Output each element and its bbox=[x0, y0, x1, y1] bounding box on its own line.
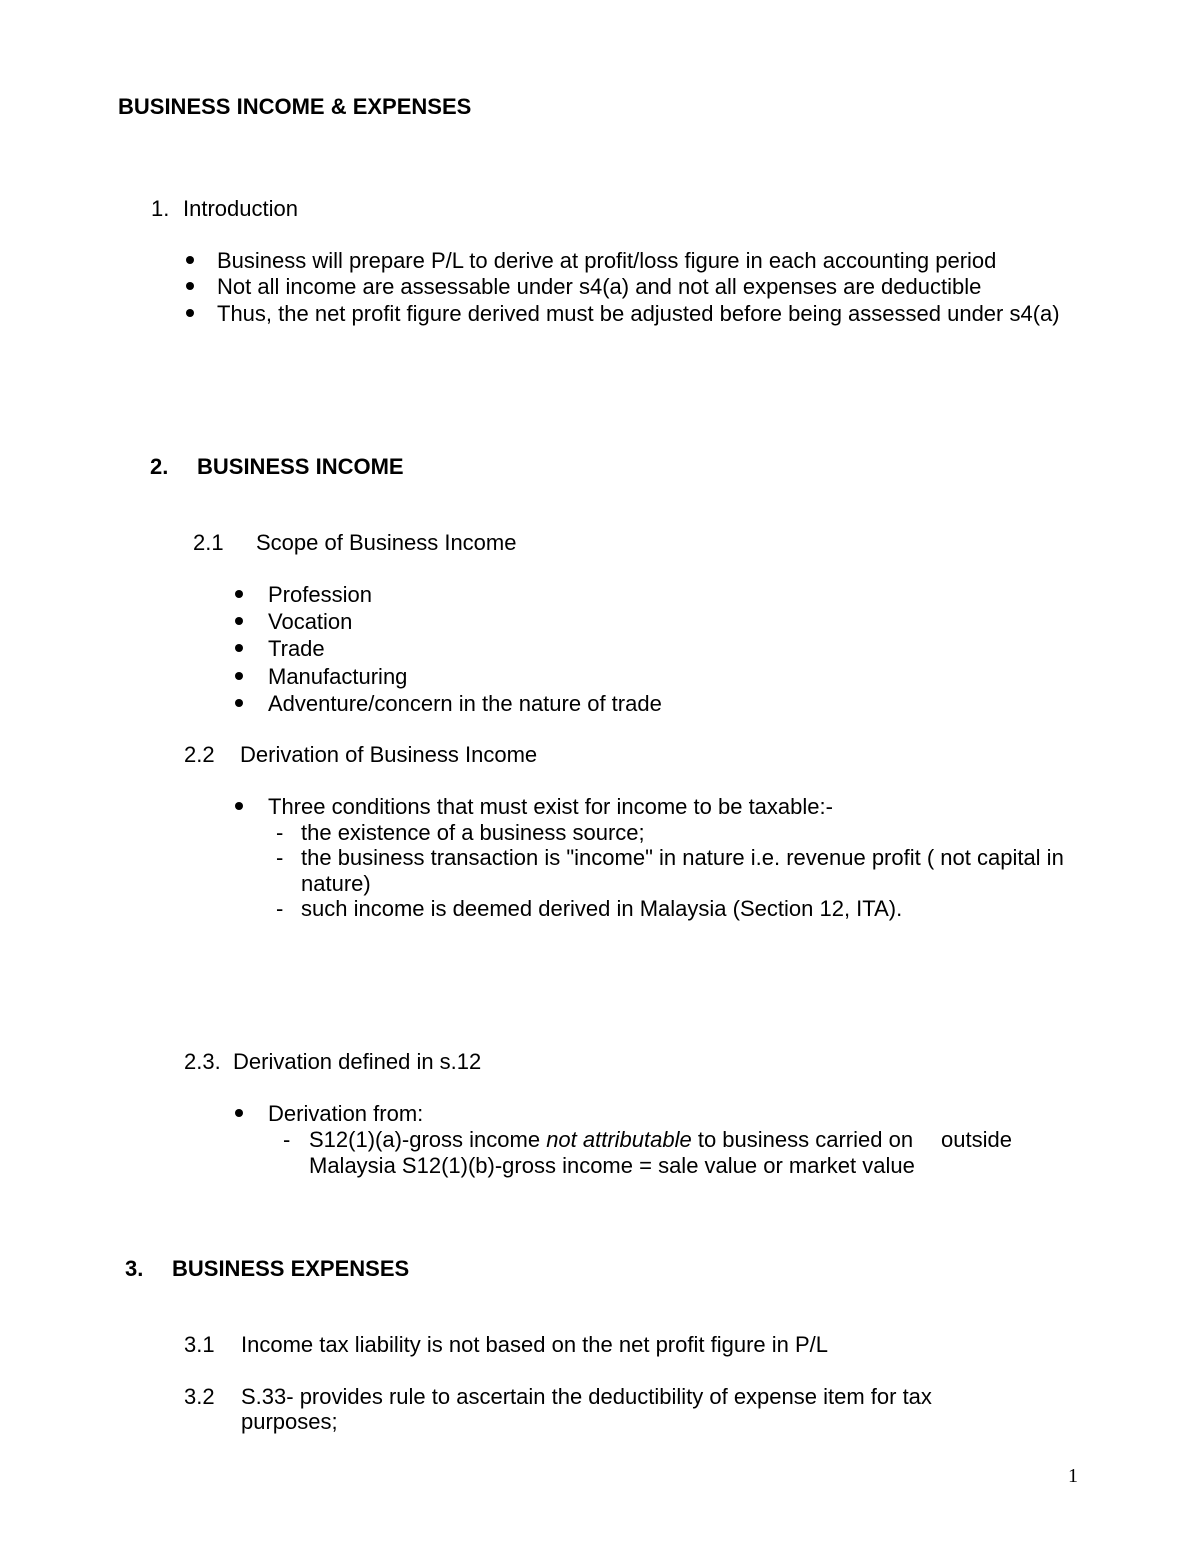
derivation-line-1-c: outside bbox=[941, 1127, 1012, 1152]
derivation-line-1 bbox=[309, 1127, 913, 1153]
section-3-heading: BUSINESS EXPENSES bbox=[172, 1256, 410, 1281]
intro-bullet-3: Thus, the net profit figure derived must be adjusted before being assessed under s4(a) bbox=[217, 301, 1060, 326]
condition-3: such income is deemed derived in Malaysia (Section 12, ITA). bbox=[301, 896, 903, 921]
derivation-line-1-italic: not attributable bbox=[546, 1127, 692, 1152]
bullet-icon bbox=[186, 309, 194, 317]
bullet-icon bbox=[235, 644, 243, 652]
bullet-icon bbox=[235, 699, 243, 707]
subsection-2-2-number: 2.2 bbox=[184, 742, 215, 767]
bullet-icon bbox=[235, 617, 243, 625]
intro-bullet-2: Not all income are assessable under s4(a) and not all expenses are deductible bbox=[217, 274, 982, 299]
section-2-heading: BUSINESS INCOME bbox=[197, 454, 404, 479]
item-3-1-number: 3.1 bbox=[184, 1332, 215, 1357]
section-1-number: 1. bbox=[151, 196, 170, 221]
page-number: 1 bbox=[1068, 1465, 1078, 1487]
subsection-2-3-number: 2.3. bbox=[184, 1049, 221, 1074]
section-1-heading: Introduction bbox=[183, 196, 298, 221]
item-3-1-text: Income tax liability is not based on the net profit figure in P/L bbox=[241, 1332, 828, 1357]
subsection-2-1-heading: Scope of Business Income bbox=[256, 530, 517, 555]
subsection-2-1-number: 2.1 bbox=[193, 530, 224, 555]
document-title: BUSINESS INCOME & EXPENSES bbox=[118, 94, 472, 119]
derivation-bullet: Derivation from: bbox=[268, 1101, 424, 1126]
condition-2-continued: nature) bbox=[301, 871, 371, 896]
dash-marker: - bbox=[276, 820, 284, 845]
section-2-number: 2. bbox=[150, 454, 169, 479]
conditions-bullet: Three conditions that must exist for income to be taxable:- bbox=[268, 794, 833, 819]
derivation-line-1-a: S12(1)(a)-gross income bbox=[309, 1127, 547, 1152]
item-3-2-number: 3.2 bbox=[184, 1384, 215, 1409]
scope-item-vocation: Vocation bbox=[268, 609, 353, 634]
item-3-2-text: S.33- provides rule to ascertain the deductibility of expense item for tax bbox=[241, 1384, 932, 1409]
bullet-icon bbox=[235, 1109, 243, 1117]
bullet-icon bbox=[186, 282, 194, 290]
scope-item-adventure: Adventure/concern in the nature of trade bbox=[268, 691, 662, 716]
intro-bullet-1: Business will prepare P/L to derive at profit/loss figure in each accounting period bbox=[217, 248, 997, 273]
dash-marker: - bbox=[276, 896, 284, 921]
item-3-2-text-continued: purposes; bbox=[241, 1409, 338, 1434]
section-3-number: 3. bbox=[125, 1256, 144, 1281]
bullet-icon bbox=[235, 802, 243, 810]
derivation-line-1-b: to business carried on bbox=[691, 1127, 914, 1152]
bullet-icon bbox=[235, 590, 243, 598]
dash-marker: - bbox=[283, 1127, 291, 1152]
derivation-line-2: Malaysia S12(1)(b)-gross income = sale value or market value bbox=[309, 1153, 915, 1178]
scope-item-manufacturing: Manufacturing bbox=[268, 664, 408, 689]
bullet-icon bbox=[235, 672, 243, 680]
dash-marker: - bbox=[276, 845, 284, 870]
condition-1: the existence of a business source; bbox=[301, 820, 645, 845]
scope-item-trade: Trade bbox=[268, 636, 325, 661]
scope-item-profession: Profession bbox=[268, 582, 372, 607]
bullet-icon bbox=[186, 256, 194, 264]
subsection-2-3-heading: Derivation defined in s.12 bbox=[233, 1049, 482, 1074]
subsection-2-2-heading: Derivation of Business Income bbox=[240, 742, 538, 767]
condition-2: the business transaction is "income" in nature i.e. revenue profit ( not capital in bbox=[301, 845, 1064, 870]
